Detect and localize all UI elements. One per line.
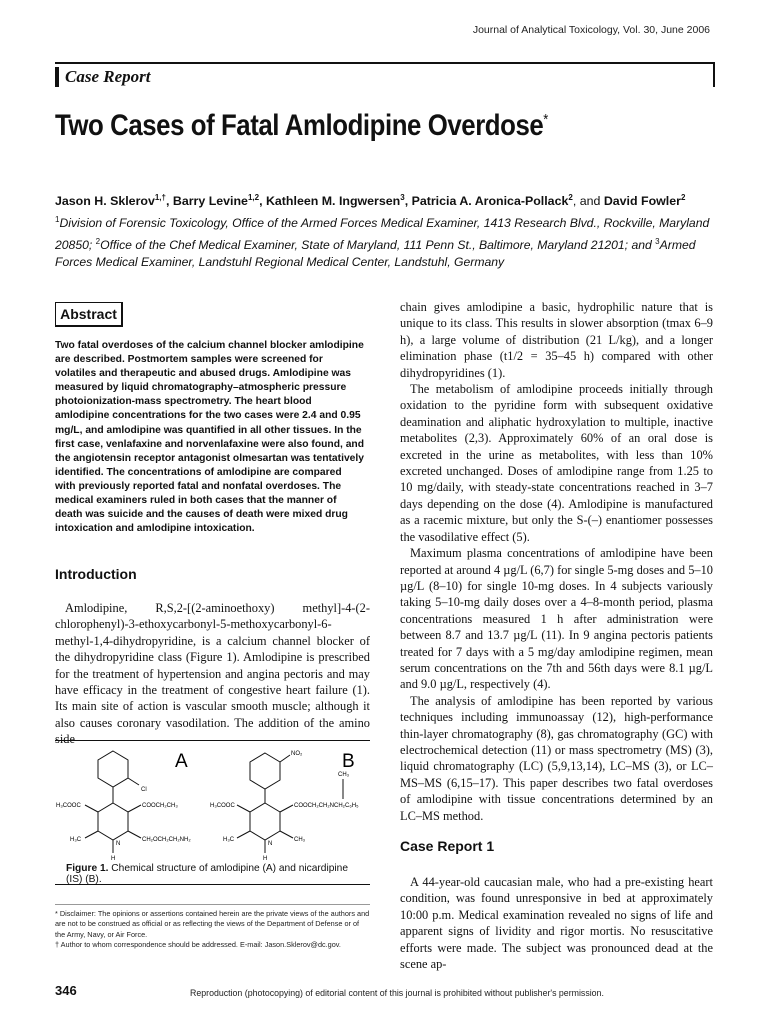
b-methyl-left-label: H₃C [223, 837, 235, 843]
affiliation-text: Armed Forces Medical Examiner, Landstuhl Regional Medical Center, Landstuhl, Germany [55, 237, 696, 270]
abstract-text: Two fatal overdoses of the calcium channel blocker amlodipine are described. Postmortem samples were screened for volatiles and therapeutic and abused drugs. Amlodipine was measured by liquid chromatography–atmospheric pressure photoionization-mass spectrometry. The heart blood amlodipine concentrations for the two cases were 2.4 and 0.95 mg/L, and amlodipine was quantified in all other tissues. In the first case, venlafaxine and norvenlafaxine were also found, and the angiotensin receptor antagonist olmesartan was tentatively identified. The concentrations of amlodipine are compared with previously reported fatal and nonfatal overdoses. The medical examiners ruled in both cases that the manner of death was suicide and the causes of death were mixed drug intoxication and amlodipine intoxication. [55, 340, 365, 535]
author-affiliation-mark: 3 [400, 193, 405, 202]
b-methyl-right-label: CH₃ [294, 837, 306, 843]
chemical-structures [55, 741, 370, 861]
case-report-1-heading: Case Report 1 [400, 838, 495, 854]
footnote-disclaimer: * Disclaimer: The opinions or assertions contained herein are the private views of the authors and are not to be construed as official or as reflecting the views of the Department of Defense or of the Army, Navy, or Air Force. [55, 909, 370, 939]
article-title [55, 109, 548, 143]
a-nitrogen-label: N [116, 841, 121, 847]
structure-label-a: A [175, 751, 188, 772]
paragraph: The analysis of amlodipine has been reported by various techniques including immunoassay (12), high-performance thin-layer chromatography (8), gas chromatography (GC) with electrochemical detection (11) or mass spectrometry (MS) (3), liquid chromatography (LC) (5,9,13,14), LC–MS (3), or LC–MS–MS (6,15–17). This paper describes two fatal overdoses of amlodipine with tissue concentrations determined by an LC–MS method. [400, 693, 713, 823]
author-name: David Fowler [603, 194, 681, 209]
a-hydrogen-label: H [111, 856, 116, 861]
b-right-ester-label: COOCH₂CH₂NCH₂C₆H₅ [294, 803, 359, 809]
title-footnote-mark: * [543, 111, 548, 128]
reproduction-notice: Reproduction (photocopying) of editorial content of this journal is prohibited without publisher's permission. [190, 988, 604, 998]
figure-caption-label: Figure 1. [66, 863, 109, 874]
affiliation-mark: 1 [55, 215, 60, 224]
section-bar [55, 62, 715, 87]
introduction-heading: Introduction [55, 566, 137, 582]
author-name: Kathleen M. Ingwersen [265, 194, 401, 209]
figure-caption [66, 863, 366, 885]
a-methyl-label: H₃C [70, 837, 82, 843]
nitro-label: NO₂ [291, 751, 303, 757]
a-amine-label: CH₂OCH₂CH₂NH₂ [142, 837, 191, 843]
journal-header: Journal of Analytical Toxicology, Vol. 30, June 2006 [472, 24, 710, 36]
author-affiliation-mark: 1,† [154, 193, 166, 202]
chlorine-label: Cl [141, 787, 147, 793]
footnote-correspondence: † Author to whom correspondence should be addressed. E-mail: Jason.Sklerov@dc.gov. [55, 939, 341, 949]
a-right-ester-label: COOCH₂CH₃ [142, 803, 178, 809]
case-report-1-text: A 44-year-old caucasian male, who had a pre-existing heart condition, was found unresponsive in bed at approximately 10:00 p.m. Medical examination revealed no signs of life and apparent signs of lividity and rigor mortis. No resuscitative efforts were made. The subject was pronounced dead at the scene ap- [400, 875, 713, 972]
affiliation-text: Office of the Chef Medical Examiner, State of Maryland, 111 Penn St., Baltimore, Maryland 21201; and [100, 237, 656, 252]
b-left-ester-label: H₃COOC [210, 803, 235, 809]
author-list [55, 193, 685, 208]
affiliation-text: Division of Forensic Toxicology, Office of the Armed Forces Medical Examiner, 1413 Research Blvd., Rockville, Maryland 20850; [55, 216, 710, 252]
author-affiliation-mark: 2 [568, 193, 573, 202]
author-affiliation-mark: 2 [680, 193, 686, 202]
affiliation-mark: 2 [95, 236, 101, 246]
page-number: 346 [55, 983, 77, 998]
title-text: Two Cases of Fatal Amlodipine Overdose [55, 109, 544, 142]
structure-label-b: B [342, 751, 355, 772]
amlodipine-structure [85, 751, 141, 853]
author-separator: , and [572, 194, 604, 209]
footnote-divider [55, 904, 370, 905]
abstract-label-box [55, 302, 123, 327]
author-affiliation-mark: 1,2 [247, 193, 260, 202]
abstract-label: Abstract [60, 306, 117, 322]
author-separator: , [259, 194, 266, 209]
affiliations [55, 211, 715, 272]
affiliation-mark: 3 [655, 236, 660, 246]
section-label: Case Report [55, 67, 156, 87]
author-name: Jason H. Sklerov [55, 194, 155, 209]
b-nitrogen-label: N [268, 841, 273, 847]
author-name: Patricia A. Aronica-Pollack [411, 194, 569, 209]
footnotes [55, 909, 370, 950]
methyl-label: CH₃ [338, 772, 350, 778]
paragraph: Maximum plasma concentrations of amlodipine have been reported at around 4 µg/L (6,7) for single 5-mg doses and 5–10 µg/L (8–10) for single 10-mg doses. In 4 subjects variously taking 5–10-mg daily doses over a 4–8-month period, plasma concentrations measured 1 h after administration were between 8.7 and 13.7 µg/L (11). In 9 angina pectoris patients treated for 7 days with a 5 mg/day amlodipine regimen, mean serum concentrations on the 7th and 56th days were 8.1 µg/L and 9.0 µg/L, respectively (4). [400, 546, 713, 692]
author-name: Barry Levine [172, 194, 248, 209]
paragraph: chain gives amlodipine a basic, hydrophilic nature that is unique to its class. This results in slower absorption (tmax 6–9 h), a large volume of distribution (21 L/kg), and a longer elimination phase (t1/2 = 35–45 h) compared with other dihydropyridines (1). [400, 300, 713, 380]
introduction-text: Amlodipine, R,S,2-[(2-aminoethoxy) methyl]-4-(2-chlorophenyl)-3-ethoxycarbonyl-5-methoxycarbonyl-6-methyl-1,4-dihydropyridine, is a calcium channel blocker of the dihydropyridine class (Figure 1). Amlodipine is prescribed for the treatment of hypertension and angina pectoris and may have efficacy in the treatment of congestive heart failure (1). Its main site of action is vascular smooth muscle; although it also causes coronary vasodilation. The addition of the amino side [55, 601, 370, 747]
figure-caption-text: Chemical structure of amlodipine (A) and nicardipine (IS) (B). [66, 863, 348, 885]
a-left-ester-label: H₃COOC [56, 803, 81, 809]
author-separator: , [404, 194, 412, 209]
b-hydrogen-label: H [263, 856, 268, 861]
paragraph: The metabolism of amlodipine proceeds initially through oxidation to the pyridine form with subsequent oxidative deamination and aliphatic hydroxylation to multiple, inactive metabolites (2,3). Approximately 60% of an oral dose is excreted in the urine as metabolites, with less than 10% excreted unchanged. Doses of amlodipine range from 1.25 to 10 mg/daily, with steady-state concentrations reached in 3–7 days depending on the dose (4). Amlodipine is manufactured as a racemic mixture, but only the S-(–) enantiomer possesses the vasodilative effect (5). [400, 382, 713, 544]
author-separator: , [165, 194, 173, 209]
right-column-text [400, 299, 713, 824]
